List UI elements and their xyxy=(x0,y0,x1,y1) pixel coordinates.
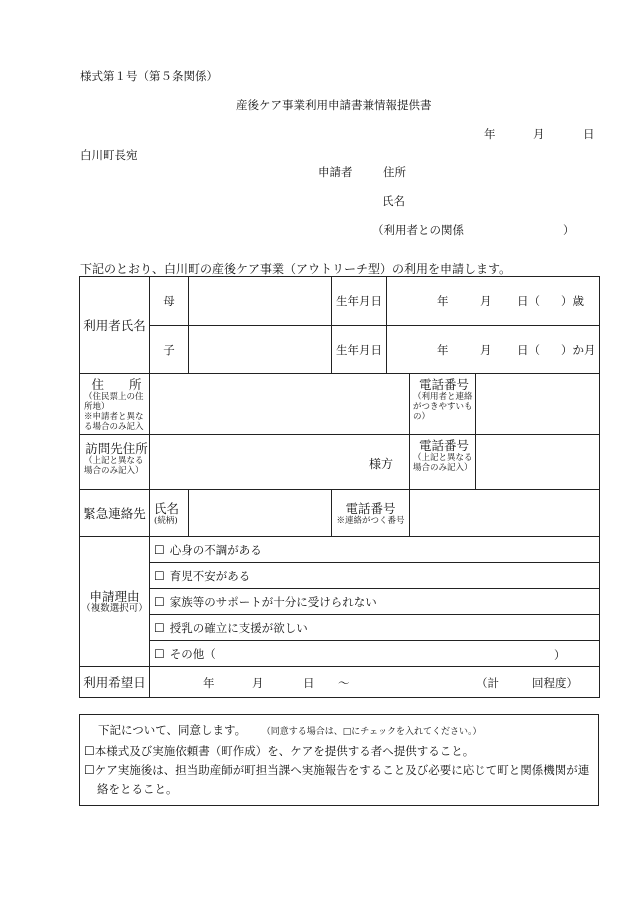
user-name-label: 利用者氏名 xyxy=(80,277,150,374)
desired-date-field[interactable] xyxy=(150,667,600,698)
desired-year: 年 xyxy=(203,676,215,690)
child-birthdate-field[interactable] xyxy=(387,326,600,374)
address-note-different: ※申請者と異なる場合のみ記入 xyxy=(84,412,144,432)
reason-item[interactable]: ☐ 心身の不調がある xyxy=(150,537,600,563)
date-year: 年 xyxy=(484,127,496,141)
child-age: ）か月 xyxy=(561,343,596,357)
child-year: 年 xyxy=(437,343,449,357)
visit-address-note: （上記と異なる場合のみ記入） xyxy=(84,456,144,476)
emergency-phone-field[interactable] xyxy=(410,490,600,537)
desired-date-label: 利用希望日 xyxy=(80,667,150,698)
consent-lead-note: （同意する場合は、□にチェックを入れてください。） xyxy=(261,727,482,737)
child-month: 月 xyxy=(480,343,492,357)
child-label: 子 xyxy=(150,326,189,374)
intro-text: 下記のとおり、白川町の産後ケア事業（アウトリーチ型）の利用を申請します。 xyxy=(80,262,512,276)
mother-label: 母 xyxy=(150,277,189,326)
visit-phone-field[interactable] xyxy=(476,435,600,490)
emergency-phone-label: 電話番号 xyxy=(345,500,396,516)
desired-day: 日 xyxy=(303,676,315,690)
application-table xyxy=(79,276,600,698)
child-day: 日（ xyxy=(517,343,540,357)
consent-lead: 下記について、同意します。 xyxy=(98,723,247,737)
applicant-label: 申請者 xyxy=(318,165,353,179)
applicant-address-label: 住所 xyxy=(383,165,406,179)
desired-month: 月 xyxy=(252,676,264,690)
reason-label: 申請理由 xyxy=(89,589,140,604)
form-number: 様式第１号（第５条関係） xyxy=(80,69,218,83)
visit-phone-label: 電話番号 xyxy=(418,438,469,453)
checkbox-icon[interactable]: ☐ xyxy=(84,763,95,777)
checkbox-icon[interactable]: ☐ xyxy=(154,594,165,609)
consent-item-2[interactable]: ☐ケア実施後は、担当助産師が町担当課へ実施報告をすること及び必要に応じて町と関係機関が連絡をとること。 xyxy=(84,763,590,796)
mother-year: 年 xyxy=(437,294,449,308)
reason-item[interactable]: ☐ 授乳の確立に支援が欲しい xyxy=(150,615,600,641)
reason-item-other[interactable]: ☐ その他（ ） xyxy=(150,641,600,667)
mother-name-field[interactable] xyxy=(189,277,332,326)
checkbox-icon[interactable]: ☐ xyxy=(154,568,165,583)
mother-day: 日（ xyxy=(517,294,540,308)
mother-month: 月 xyxy=(480,294,492,308)
checkbox-icon[interactable]: ☐ xyxy=(154,542,165,557)
address-phone-note: （利用者と連絡がつきやすいもの） xyxy=(413,392,473,422)
checkbox-icon[interactable]: ☐ xyxy=(84,744,95,758)
mother-age: ）歳 xyxy=(561,294,584,308)
child-birthdate-label: 生年月日 xyxy=(332,326,387,374)
date-month: 月 xyxy=(533,127,545,141)
applicant-name-label: 氏名 xyxy=(382,194,405,208)
reason-item[interactable]: ☐ 家族等のサポートが十分に受けられない xyxy=(150,589,600,615)
emergency-name-note: (続柄) xyxy=(154,515,178,526)
reason-other-close: ） xyxy=(554,648,566,662)
visit-phone-note: （上記と異なる場合のみ記入） xyxy=(413,453,473,473)
checkbox-icon[interactable]: ☐ xyxy=(154,620,165,635)
visit-address-field[interactable] xyxy=(150,435,410,490)
consent-box xyxy=(79,714,599,806)
mother-birthdate-field[interactable] xyxy=(387,277,600,326)
child-name-field[interactable] xyxy=(189,326,332,374)
applicant-relation-open: （利用者との関係 xyxy=(372,223,464,237)
emergency-name-field[interactable] xyxy=(189,490,332,537)
address-note-residence: （住民票上の住所地） xyxy=(84,392,144,412)
form-title: 産後ケア事業利用申請書兼情報提供書 xyxy=(236,98,432,112)
desired-total-open: （計 xyxy=(476,676,499,690)
address-label: 住 所 xyxy=(91,377,142,392)
desired-tilde: ～ xyxy=(338,676,350,690)
consent-item-1[interactable]: ☐本様式及び実施依頼書（町作成）を、ケアを提供する者へ提供すること。 xyxy=(84,744,475,758)
visit-address-label: 訪問先住所 xyxy=(85,441,148,456)
emergency-phone-note: ※連絡がつく番号 xyxy=(336,515,405,526)
mother-birthdate-label: 生年月日 xyxy=(332,277,387,326)
reason-item[interactable]: ☐ 育児不安がある xyxy=(150,563,600,589)
emergency-name-label: 氏名 xyxy=(154,500,180,516)
emergency-label: 緊急連絡先 xyxy=(80,490,150,537)
applicant-relation-close: ） xyxy=(563,223,575,237)
checkbox-icon[interactable]: ☐ xyxy=(154,646,165,661)
date-day: 日 xyxy=(583,127,595,141)
visit-sama: 様方 xyxy=(369,457,394,471)
address-phone-field[interactable] xyxy=(476,374,600,435)
addressee: 白川町長宛 xyxy=(80,148,138,162)
reason-note: （複数選択可） xyxy=(81,603,148,614)
address-phone-label: 電話番号 xyxy=(418,377,469,392)
desired-total-close: 回程度） xyxy=(532,676,578,690)
address-field[interactable] xyxy=(150,374,410,435)
